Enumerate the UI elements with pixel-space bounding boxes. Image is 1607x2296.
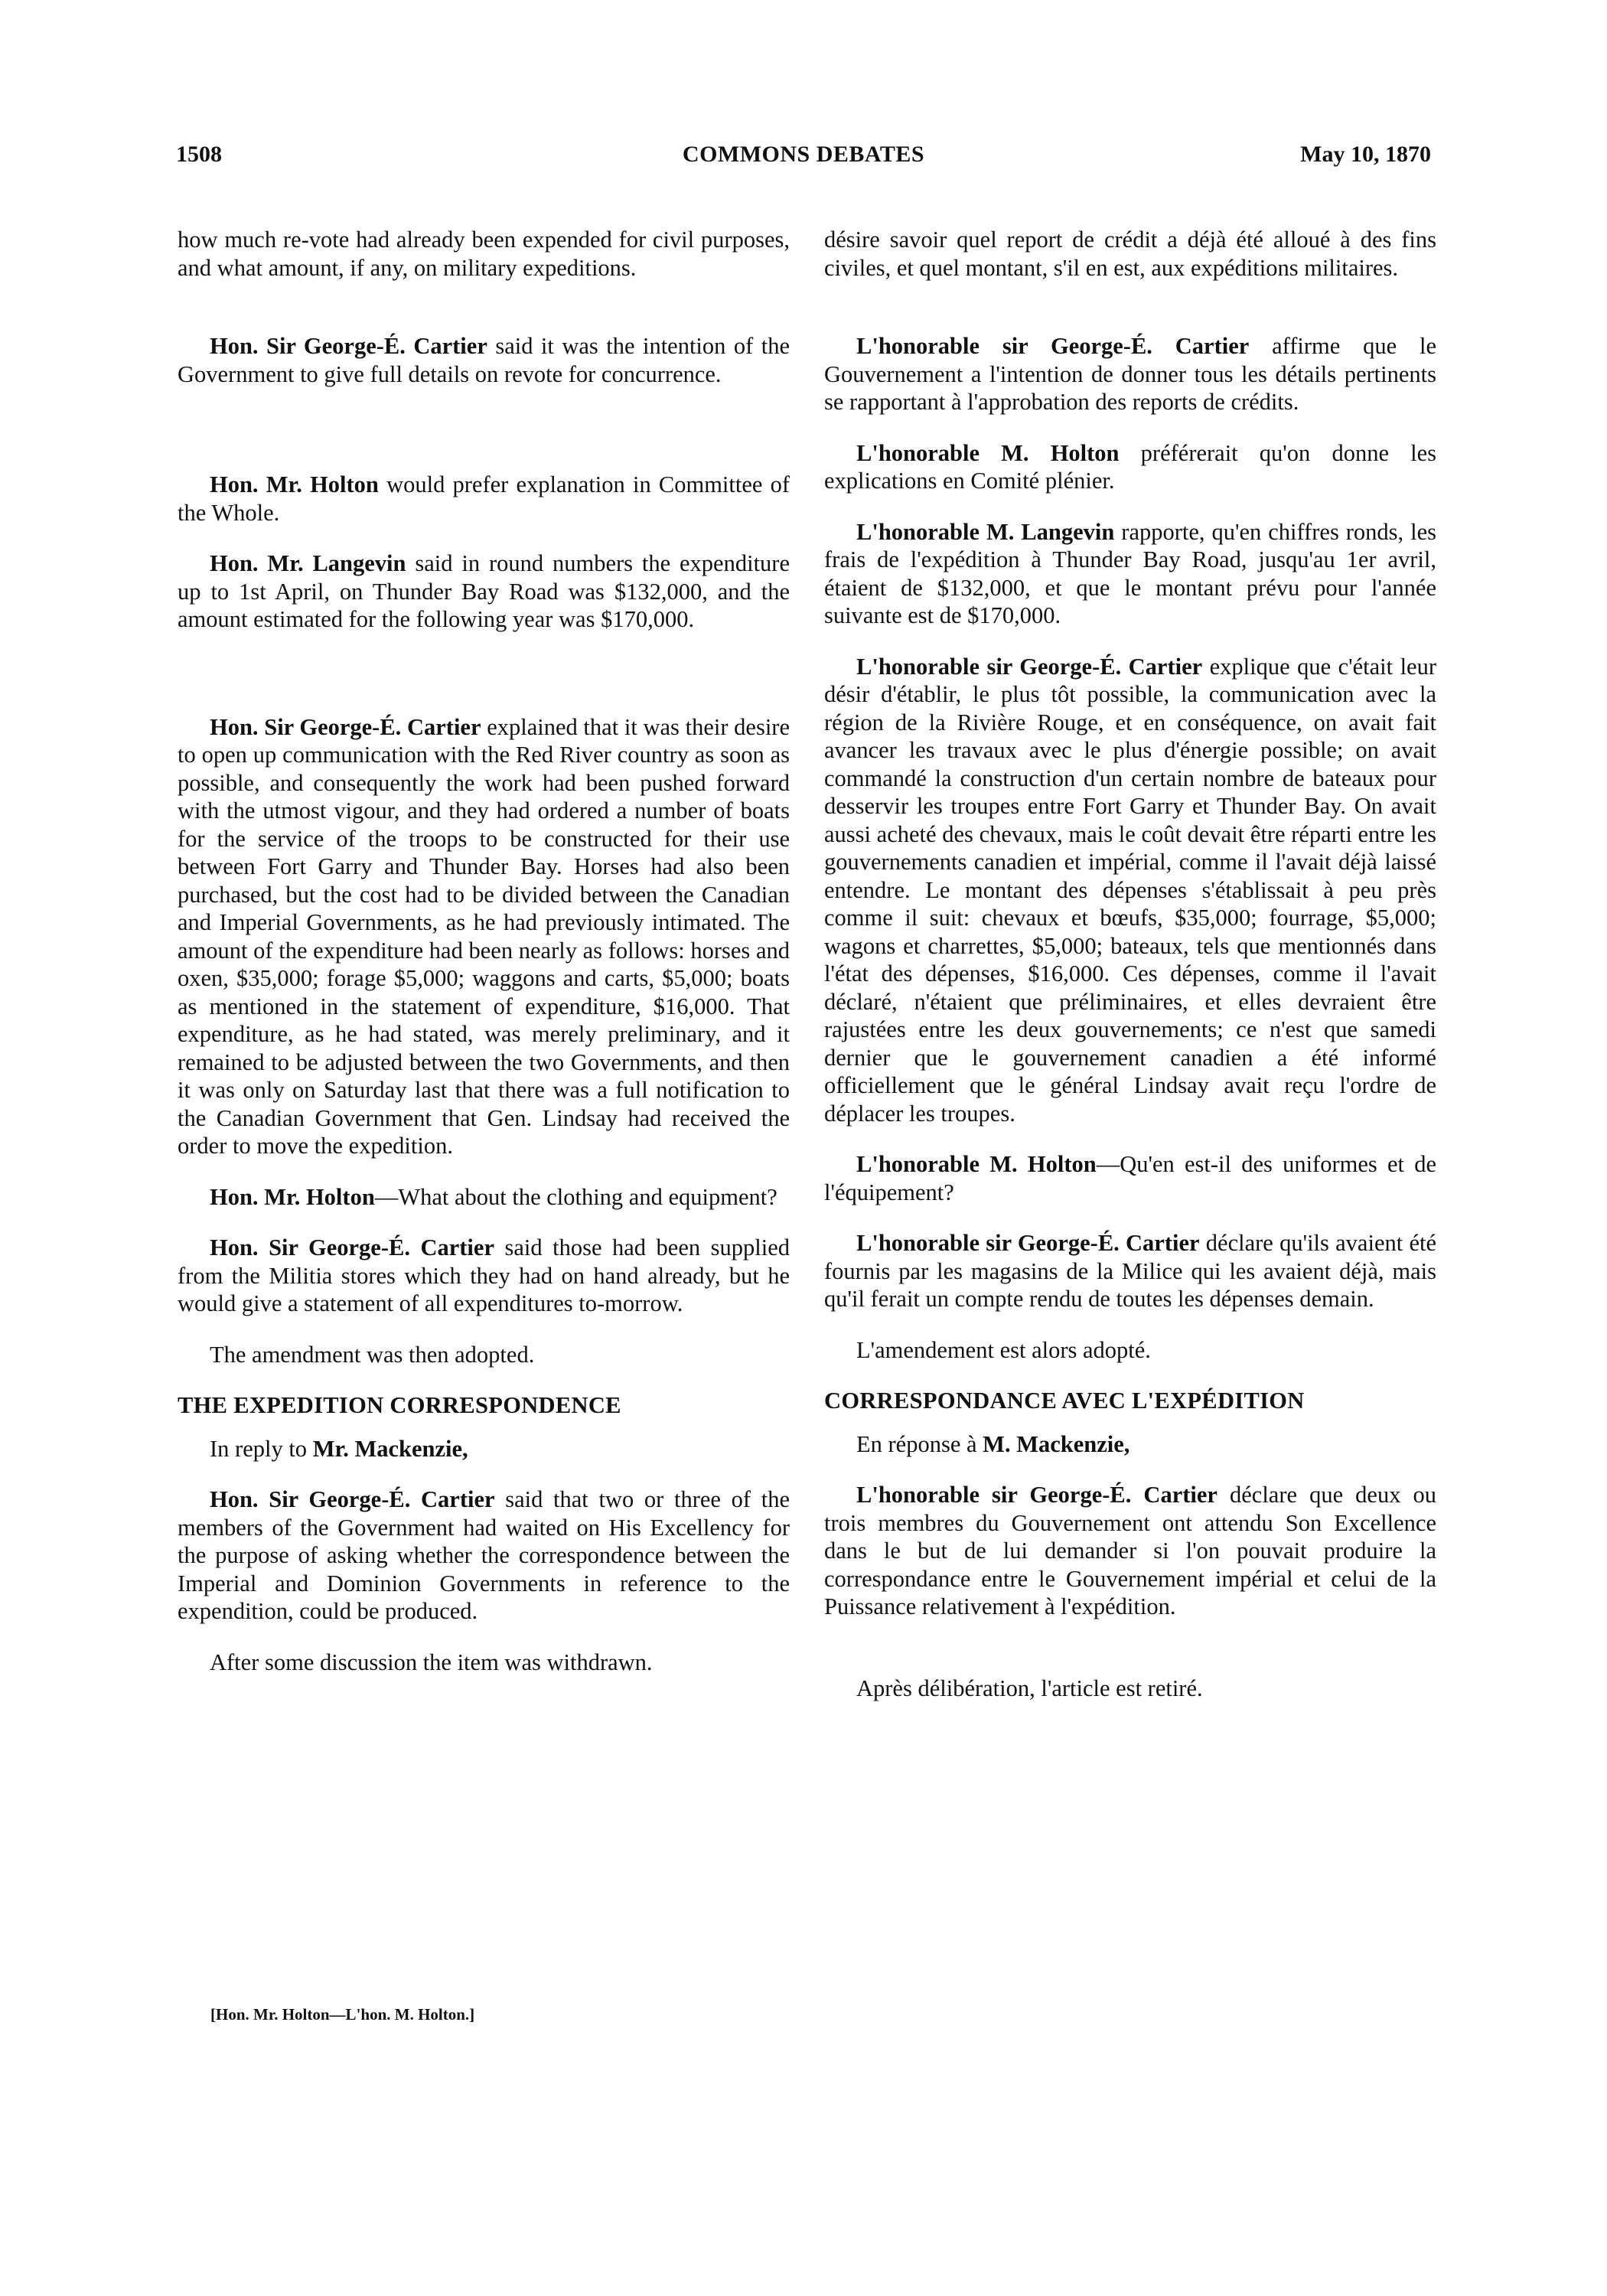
page-date: May 10, 1870 xyxy=(1300,142,1431,167)
paragraph xyxy=(824,439,1436,495)
paragraph-text: affirme que le Gouvernement a l'intention de donner tous les détails pertinents se rapportant à l'approbation des reports de crédits. xyxy=(824,333,1436,415)
section-heading: THE EXPEDITION CORRESPONDENCE xyxy=(178,1392,621,1418)
section-heading: CORRESPONDANCE AVEC L'EXPÉDITION xyxy=(824,1388,1305,1414)
speaker-name: L'honorable sir George-É. Cartier xyxy=(856,333,1250,359)
paragraph-text: After some discussion the item was withdrawn. xyxy=(210,1649,653,1675)
page-number: 1508 xyxy=(176,142,222,167)
paragraph xyxy=(178,1649,790,1677)
paragraph xyxy=(178,1435,790,1463)
paragraph xyxy=(178,550,790,634)
speaker-name: Hon. Sir George-É. Cartier xyxy=(210,713,481,740)
paragraph xyxy=(824,653,1436,1128)
speaker-name: L'honorable sir George-É. Cartier xyxy=(856,1230,1200,1256)
paragraph-text: In reply to xyxy=(210,1435,313,1462)
paragraph-text: The amendment was then adopted. xyxy=(210,1341,535,1368)
paragraph-text: said that two or three of the members of the Government had waited on His Excellency for the purpose of asking whether the correspondence between the Imperial and Dominion Governments in reference to the expendition, could be produced. xyxy=(178,1486,790,1624)
paragraph-text: explique que c'était leur désir d'établir, le plus tôt possible, la communication avec la région de la Rivière Rouge, et en conséquence, on avait fait avancer les travaux avec le plus d'énergie possible; on avait commandé la construction d'un certain nombre de bateaux pour desservir les troupes entre Fort Garry et Thunder Bay. On avait aussi acheté des chevaux, mais le coût devait être réparti entre les gouvernements canadien et impérial, comme il l'avait déjà laissé entendre. Le montant des dépenses s'établissait à peu près comme il suit: chevaux et bœufs, $35,000; fourrage, $5,000; wagons et charrettes, $5,000; bateaux, tels que mentionnés dans l'état des dépenses, $16,000. Ces dépenses, comme il l'avait déclaré, n'étaient que préliminaires, et elles devraient être rajustées entre les deux gouvernements; ce n'est que samedi dernier que le gouvernement canadien a été informé officiellement que le général Lindsay avait reçu l'ordre de déplacer les troupes. xyxy=(824,653,1436,1127)
paragraph-text: said those had been supplied from the Militia stores which they had on hand already, but he would give a statement of all expenditures to-morrow. xyxy=(178,1234,790,1316)
french-column xyxy=(824,226,1436,1702)
paragraph-text: déclare qu'ils avaient été fournis par les magasins de la Milice qui les avaient déjà, mais qu'il ferait un compte rendu de toutes les dépenses demain. xyxy=(824,1230,1436,1312)
speaker-name: L'honorable M. Holton xyxy=(856,439,1120,466)
paragraph xyxy=(178,1341,790,1369)
speaker-name: L'honorable sir George-É. Cartier xyxy=(856,1482,1217,1508)
running-header xyxy=(0,142,1607,180)
speaker-name: Hon. Sir George-É. Cartier xyxy=(210,1234,494,1261)
paragraph xyxy=(178,1486,790,1626)
paragraph-text: explained that it was their desire to open up communication with the Red River country as soon as possible, and consequently the work had been pushed forward with the utmost vigour, and they had ordered a number of boats for the service of the troops to be constructed for their use between Fort Garry and Thunder Bay. Horses had also been purchased, but the cost had to be divided between the Canadian and Imperial Governments, as he had previously intimated. The amount of the expenditure had been nearly as follows: horses and oxen, $35,000; forage $5,000; waggons and carts, $5,000; boats as mentioned in the statement of expenditure, $16,000. That expenditure, as he had stated, was merely preliminary, and it remained to be adjusted between the two Governments, and then it was only on Saturday last that there was a full notification to the Canadian Government that Gen. Lindsay had received the order to move the expedition. xyxy=(178,713,790,1159)
paragraph xyxy=(178,1234,790,1318)
paragraph xyxy=(824,332,1436,416)
paragraph xyxy=(178,226,790,282)
speaker-name: L'honorable M. Holton xyxy=(856,1151,1097,1177)
paragraph-text: said in round numbers the expenditure up to 1st April, on Thunder Bay Road was $132,000, and the amount estimated for the following year was $170,000. xyxy=(178,550,790,632)
speaker-name: L'honorable sir George-É. Cartier xyxy=(856,653,1203,680)
person-name: M. Mackenzie, xyxy=(983,1430,1130,1457)
speaker-name: Hon. Sir George-É. Cartier xyxy=(210,1486,495,1512)
paragraph-text: how much re-vote had already been expended for civil purposes, and what amount, if any, on military expeditions. xyxy=(178,227,790,281)
paragraph-text: déclare que deux ou trois membres du Gouvernement ont attendu Son Excellence dans le but de lui demander si l'on pouvait produire la correspondance entre le Gouvernement impérial et celui de la Puissance relativement à l'expédition. xyxy=(824,1482,1436,1619)
paragraph-text: préférerait qu'on donne les explications en Comité plénier. xyxy=(824,439,1437,494)
paragraph xyxy=(178,1183,790,1212)
paragraph-text: rapporte, qu'en chiffres ronds, les frais de l'expédition à Thunder Bay Road, jusqu'au 1er avril, étaient de $132,000, et que le montant prévu pour l'année suivante est de $170,000. xyxy=(824,518,1437,628)
footer-note: [Hon. Mr. Holton—L'hon. M. Holton.] xyxy=(210,2005,475,2024)
paragraph xyxy=(824,226,1436,282)
paragraph xyxy=(824,1481,1436,1621)
paragraph xyxy=(824,1150,1436,1206)
paragraph-text: —Qu'en est-il des uniformes et de l'équipement? xyxy=(824,1151,1437,1205)
paragraph-text: Après délibération, l'article est retiré. xyxy=(856,1675,1203,1701)
paragraph-text: said it was the intention of the Government to give full details on revote for concurrence. xyxy=(178,333,790,387)
paragraph xyxy=(824,1675,1436,1703)
paragraph xyxy=(824,1229,1436,1313)
speaker-name: Hon. Mr. Holton xyxy=(210,471,379,497)
paragraph xyxy=(178,332,790,388)
paragraph-text: would prefer explanation in Committee of the Whole. xyxy=(178,471,790,526)
paragraph xyxy=(824,1430,1436,1459)
person-name: Mr. Mackenzie, xyxy=(312,1435,468,1462)
paragraph-text: L'amendement est alors adopté. xyxy=(856,1336,1151,1363)
publication-title: COMMONS DEBATES xyxy=(682,142,925,167)
english-column xyxy=(178,226,790,1676)
paragraph xyxy=(178,471,790,527)
speaker-name: Hon. Sir George-É. Cartier xyxy=(210,333,487,359)
paragraph-text: —What about the clothing and equipment? xyxy=(374,1183,777,1210)
paragraph-text: désire savoir quel report de crédit a déjà été alloué à des fins civiles, et quel montant, s'il en est, aux expéditions militaires. xyxy=(824,227,1436,281)
paragraph xyxy=(824,1336,1436,1365)
speaker-name: Hon. Mr. Langevin xyxy=(210,550,406,576)
speaker-name: L'honorable M. Langevin xyxy=(856,518,1115,545)
paragraph xyxy=(178,713,790,1160)
paragraph xyxy=(824,518,1436,630)
speaker-name: Hon. Mr. Holton xyxy=(210,1183,375,1210)
paragraph-text: En réponse à xyxy=(856,1430,983,1457)
